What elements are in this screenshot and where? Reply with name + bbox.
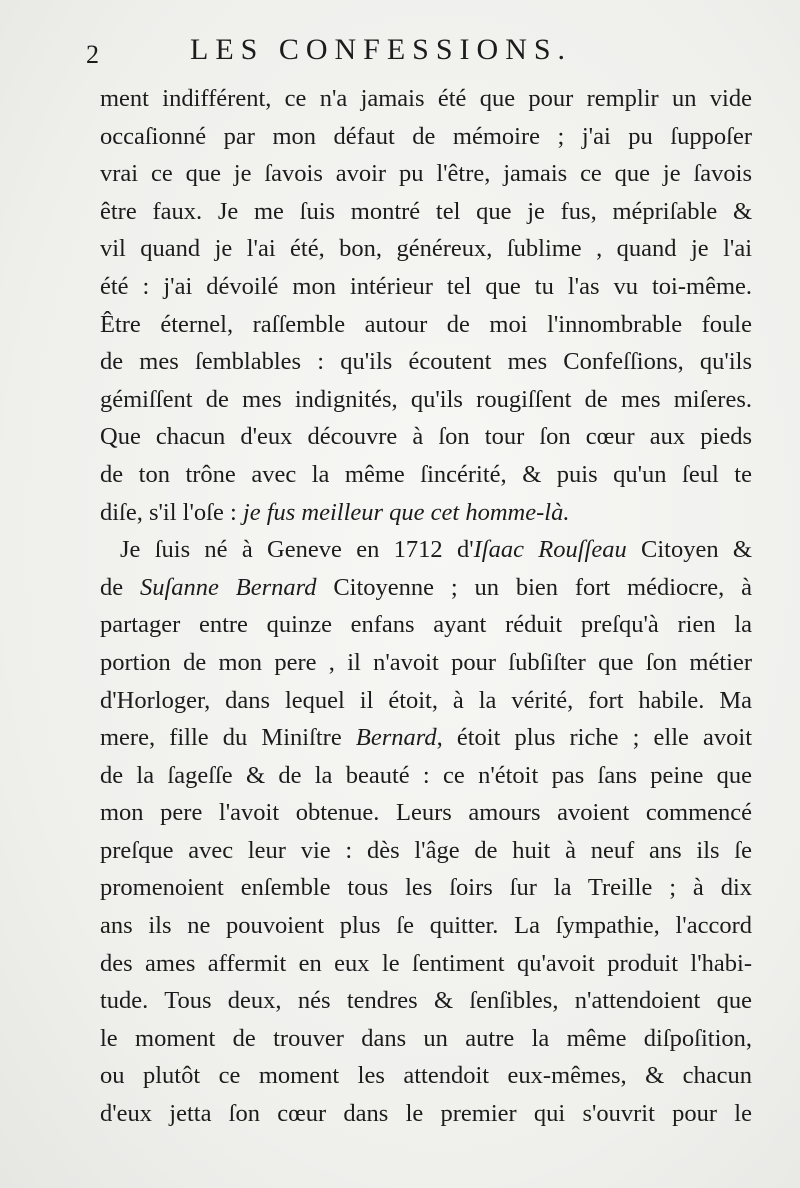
text-line: être faux. Je me ſuis montré tel que je fus, mépriſable & xyxy=(100,197,752,225)
text-line: partager entre quinze enfans ayant réduit preſqu'à rien la xyxy=(100,611,752,639)
text-line: preſque avec leur vie : dès l'âge de huit à neuf ans ils ſe xyxy=(100,836,752,864)
text-line: Être éternel, raſſemble autour de moi l'innombrable foule xyxy=(100,310,752,338)
text-line: diſe, s'il l'oſe : je fus meilleur que cet homme-là. xyxy=(100,498,570,526)
text-line: de ton trône avec la même ſincérité, & puis qu'un ſeul te xyxy=(100,460,752,488)
text-line: été : j'ai dévoilé mon intérieur tel que tu l'as vu toi-même. xyxy=(100,272,752,300)
text-line: d'eux jetta ſon cœur dans le premier qui s'ouvrit pour le xyxy=(100,1100,752,1128)
text-line: ment indifférent, ce n'a jamais été que pour remplir un vide xyxy=(100,85,752,112)
body-text xyxy=(100,80,752,1133)
text-line: vrai ce que je ſavois avoir pu l'être, jamais ce que je ſavois xyxy=(100,160,752,188)
text-line: ans ils ne pouvoient plus ſe quitter. La ſympathie, l'accord xyxy=(100,912,752,940)
italic-name: Iſaac Rouſſeau xyxy=(473,536,627,564)
text-line: de Suſanne Bernard Citoyenne ; un bien fort médiocre, à xyxy=(100,573,753,601)
text-line: Je ſuis né à Geneve en 1712 d'Iſaac Rouſſeau Citoyen & xyxy=(120,536,752,564)
text-line: mon pere l'avoit obtenue. Leurs amours avoient commencé xyxy=(100,799,752,827)
text-line: des ames affermit en eux le ſentiment qu'avoit produit l'habi- xyxy=(100,949,752,977)
page-number: 2 xyxy=(86,40,99,69)
text-line: vil quand je l'ai été, bon, généreux, ſublime , quand je l'ai xyxy=(100,235,752,263)
text-line: de la ſageſſe & de la beauté : ce n'étoit pas ſans peine que xyxy=(100,761,752,789)
text-line: ou plutôt ce moment les attendoit eux-mêmes, & chacun xyxy=(100,1062,752,1090)
text-line: Que chacun d'eux découvre à ſon tour ſon cœur aux pieds xyxy=(100,423,752,451)
running-title: LES CONFESSIONS. xyxy=(190,33,573,66)
italic-name: Bernard xyxy=(355,724,437,752)
text-line: portion de mon pere , il n'avoit pour ſubſiſter que ſon métier xyxy=(100,648,752,676)
text-line: mere, fille du Miniſtre Bernard, étoit plus riche ; elle avoit xyxy=(100,724,753,752)
text-line: de mes ſemblables : qu'ils écoutent mes Confeſſions, qu'ils xyxy=(100,348,752,376)
text-line: tude. Tous deux, nés tendres & ſenſibles, n'attendoient que xyxy=(100,987,752,1015)
italic-name: Suſanne Bernard xyxy=(139,573,317,601)
text-line: le moment de trouver dans un autre la même diſpoſition, xyxy=(100,1024,752,1052)
italic-phrase: je fus meilleur que cet homme-là. xyxy=(242,498,570,526)
text-line: promenoient enſemble tous les ſoirs ſur la Treille ; à dix xyxy=(100,874,752,902)
text-line: occaſionné par mon défaut de mémoire ; j'ai pu ſuppoſer xyxy=(100,122,752,150)
text-line: gémiſſent de mes indignités, qu'ils rougiſſent de mes miſeres. xyxy=(100,385,752,413)
text-line: d'Horloger, dans lequel il étoit, à la vérité, fort habile. Ma xyxy=(100,686,752,714)
